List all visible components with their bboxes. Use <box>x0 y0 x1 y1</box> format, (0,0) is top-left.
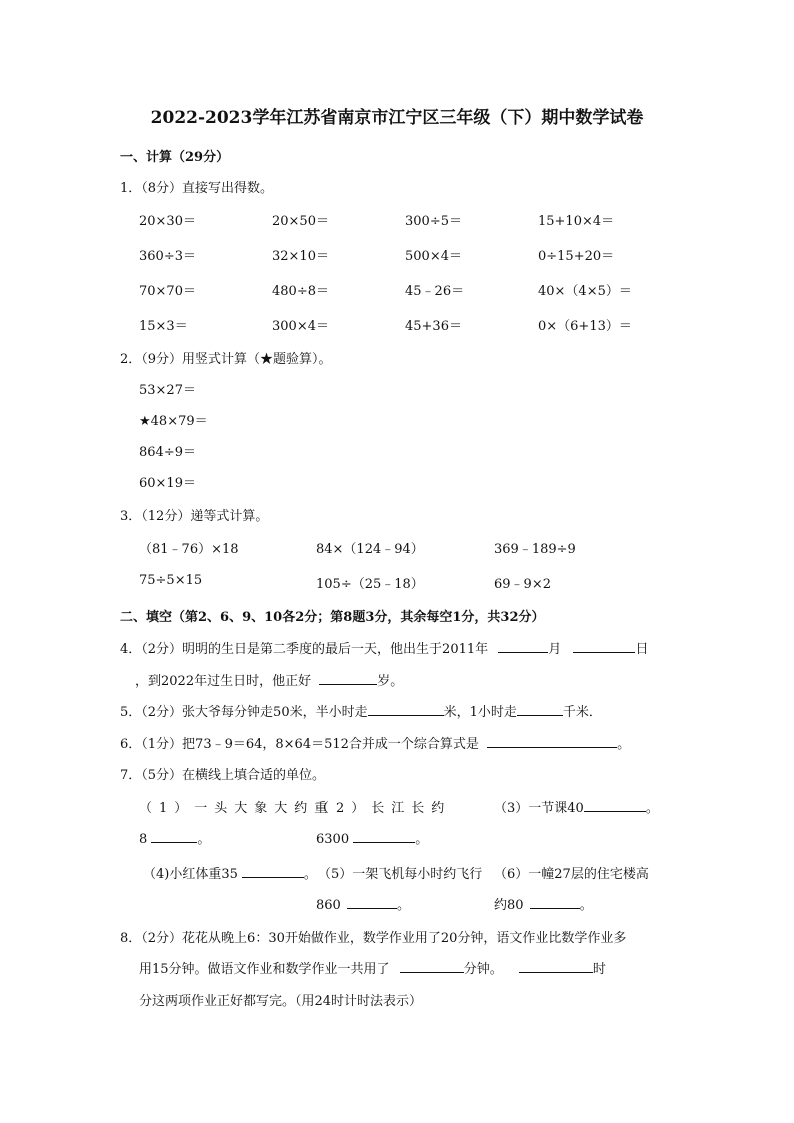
q6-line <box>120 733 630 752</box>
q5-text-b: 米，1小时走 <box>443 705 517 720</box>
q1-item: 45+36＝ <box>405 319 462 334</box>
q8-blank-minutes[interactable] <box>400 958 464 973</box>
q7-part-3-text: （3）一节课40 <box>494 801 584 816</box>
q5-blank-1[interactable] <box>368 701 444 716</box>
q1-item: 20×30＝ <box>139 214 196 229</box>
q5-blank-2[interactable] <box>517 701 563 716</box>
q4-line-2 <box>135 670 403 689</box>
q4-text-c: 日 <box>635 642 649 657</box>
q4-blank-month[interactable] <box>498 638 548 653</box>
q1-item: 45﹣26＝ <box>405 284 465 299</box>
q1-item: 20×50＝ <box>272 214 329 229</box>
q7-part-4 <box>143 863 317 882</box>
q1-item: 300×4＝ <box>272 319 329 334</box>
q1-item: 360÷3＝ <box>139 249 196 264</box>
q6-text-b: 。 <box>617 737 631 752</box>
q7-blank-5[interactable] <box>347 894 397 909</box>
q7-blank-4[interactable] <box>242 863 304 878</box>
q1-item: 32×10＝ <box>272 249 329 264</box>
q4-blank-age[interactable] <box>319 670 377 685</box>
q3-item: 69﹣9×2 <box>494 577 551 592</box>
q3-item: 75÷5×15 <box>139 573 203 588</box>
q1-item: 15+10×4＝ <box>538 214 615 229</box>
q8-text-c: 时 <box>592 962 606 977</box>
q4-text-b: 月 <box>548 642 562 657</box>
section2-heading: 二、填空（第2、6、9、10各2分；第8题3分，其余每空1分，共32分） <box>120 610 545 625</box>
q6-blank[interactable] <box>487 733 617 748</box>
q7-part-5-val: 860 <box>316 898 341 913</box>
q2-item: ★48×79＝ <box>139 414 208 429</box>
q7-part-3-end: 。 <box>645 801 659 816</box>
q7-part-1-cont <box>139 828 210 847</box>
q1-item: 40×（4×5）＝ <box>538 284 632 299</box>
q7-part-1: （1）一头大象大约重 <box>139 801 335 816</box>
q7-part-6: （6）一幢27层的住宅楼高 <box>494 867 649 882</box>
q7-part-2: （2）长江长约 <box>316 801 452 816</box>
q1-item: 480÷8＝ <box>272 284 329 299</box>
q5-line <box>120 701 602 720</box>
q7-part-2-end: 。 <box>415 832 429 847</box>
q1-label: 1．（8分）直接写出得数。 <box>120 181 274 196</box>
q1-item: 70×70＝ <box>139 284 196 299</box>
q5-text-a: 5．（2分）张大爷每分钟走50米，半小时走 <box>120 705 368 720</box>
q7-blank-6[interactable] <box>530 894 580 909</box>
q2-item: 53×27＝ <box>139 383 196 398</box>
q7-part-5: （5）一架飞机每小时约飞行 <box>318 867 483 882</box>
q4-text-a: 4．（2分）明明的生日是第二季度的最后一天，他出生于2011年 <box>120 642 489 657</box>
q7-blank-1[interactable] <box>151 828 197 843</box>
q3-item: 369﹣189÷9 <box>494 542 576 557</box>
section1-heading: 一、计算（29分） <box>120 150 230 165</box>
q5-text-c: 千米． <box>562 705 602 720</box>
q1-item: 0÷15+20＝ <box>538 249 615 264</box>
q3-item: （81﹣76）×18 <box>139 542 239 557</box>
q4-blank-day[interactable] <box>573 638 635 653</box>
q4-text-e: 岁。 <box>377 674 404 689</box>
q7-part-4-end: 。 <box>303 867 317 882</box>
q7-part-2-cont <box>316 828 428 847</box>
q1-item: 0×（6+13）＝ <box>538 319 632 334</box>
q1-item: 300÷5＝ <box>405 214 462 229</box>
q7-part-4-text: （4)小红体重35 <box>143 867 238 882</box>
q3-label: 3．（12分）递等式计算。 <box>120 509 269 524</box>
q7-part-6-val: 约80 <box>494 898 524 913</box>
q8-line-1: 8．（2分）花花从晚上6：30开始做作业，数学作业用了20分钟，语文作业比数学作业多 <box>120 931 627 946</box>
q8-blank-hour[interactable] <box>519 958 593 973</box>
q7-blank-2[interactable] <box>353 828 415 843</box>
q8-text-a: 用15分钟。做语文作业和数学作业一共用了 <box>139 962 390 977</box>
q7-part-1-end: 。 <box>197 832 211 847</box>
q2-item: 60×19＝ <box>139 476 196 491</box>
q7-blank-3[interactable] <box>584 797 646 812</box>
q6-text-a: 6．（1分）把73﹣9＝64，8×64＝512合并成一个综合算式是 <box>120 737 479 752</box>
q7-part-5-end: 。 <box>396 898 410 913</box>
q8-line-3: 分这两项作业正好都写完。（用24时计时法表示） <box>139 994 423 1009</box>
q7-part-6-end: 。 <box>579 898 593 913</box>
q7-part-3 <box>494 797 659 816</box>
q2-label: 2．（9分）用竖式计算（★题验算）。 <box>120 352 332 367</box>
q7-part-2-val: 6300 <box>316 832 350 847</box>
q4-text-d: ，到2022年过生日时，他正好 <box>135 674 312 689</box>
q3-item: 105÷（25﹣18） <box>316 577 424 592</box>
q1-item: 15×3＝ <box>139 319 188 334</box>
q3-item: 84×（124﹣94） <box>316 542 424 557</box>
q8-text-b: 分钟。 <box>463 962 503 977</box>
q7-part-6-cont <box>494 894 593 913</box>
q7-part-1-val: 8 <box>139 832 148 847</box>
q4-line-1 <box>120 638 648 657</box>
exam-title: 2022-2023学年江苏省南京市江宁区三年级（下）期中数学试卷 <box>150 108 644 128</box>
q1-item: 500×4＝ <box>405 249 462 264</box>
q8-line-2 <box>139 958 606 977</box>
q7-label: 7．（5分）在横线上填合适的单位。 <box>120 768 326 783</box>
q2-item: 864÷9＝ <box>139 445 196 460</box>
q7-part-5-cont <box>316 894 410 913</box>
